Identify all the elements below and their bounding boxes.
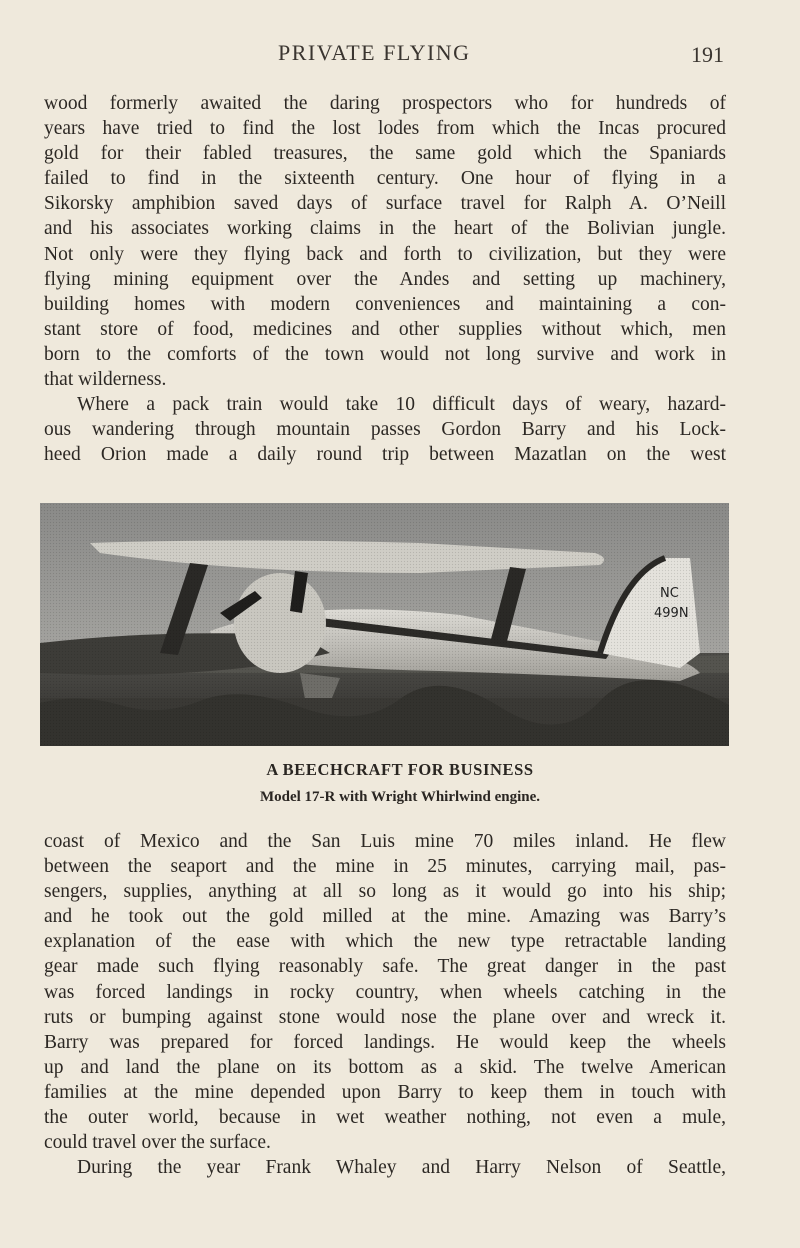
text-line: families at the mine depended upon Barry to keep them in touch with bbox=[44, 1081, 726, 1103]
running-head: PRIVATE FLYING bbox=[278, 40, 471, 65]
text-line: ous wandering through mountain passes Gordon Barry and his Lock- bbox=[44, 419, 726, 441]
text-line: between the seaport and the mine in 25 minutes, carrying mail, pas- bbox=[44, 856, 726, 878]
text-line: and his associates working claims in the heart of the Bolivian jungle. bbox=[44, 218, 726, 240]
text-line: the outer world, because in wet weather nothing, not even a mule, bbox=[44, 1107, 726, 1129]
text-line: could travel over the surface. bbox=[44, 1132, 271, 1154]
text-line: sengers, supplies, anything at all so long as it would go into his ship; bbox=[44, 881, 726, 903]
text-line: stant store of food, medicines and other supplies without which, men bbox=[44, 318, 726, 340]
text-line: born to the comforts of the town would not long survive and work in bbox=[44, 343, 726, 365]
text-line: heed Orion made a daily round trip between Mazatlan on the west bbox=[44, 444, 726, 466]
text-line: Not only were they flying back and forth to civilization, but they were bbox=[44, 243, 726, 265]
text-line: was forced landings in rocky country, when wheels catching in the bbox=[44, 981, 726, 1003]
text-line: Barry was prepared for forced landings. He would keep the wheels bbox=[44, 1031, 726, 1053]
text-line: wood formerly awaited the daring prospectors who for hundreds of bbox=[44, 93, 726, 114]
text-line: Sikorsky amphibion saved days of surface travel for Ralph A. O’Neill bbox=[44, 193, 726, 215]
text-line: flying mining equipment over the Andes and setting up machinery, bbox=[44, 268, 726, 290]
figure-caption-title: A BEECHCRAFT FOR BUSINESS bbox=[266, 760, 534, 779]
text-line: coast of Mexico and the San Luis mine 70 miles inland. He flew bbox=[44, 831, 726, 852]
text-block-top bbox=[44, 91, 726, 467]
text-line: gold for their fabled treasures, the same gold which the Spaniards bbox=[44, 143, 726, 165]
beechcraft-photo-illustration bbox=[40, 503, 729, 746]
text-line: Where a pack train would take 10 difficult days of weary, hazard- bbox=[77, 394, 726, 416]
text-line: building homes with modern conveniences and maintaining a con- bbox=[44, 293, 726, 315]
page-header bbox=[0, 40, 800, 70]
text-line: that wilderness. bbox=[44, 369, 167, 391]
text-block-bottom bbox=[44, 829, 726, 1180]
text-line: explanation of the ease with which the new type retractable landing bbox=[44, 931, 726, 953]
page-number: 191 bbox=[691, 42, 724, 67]
text-line: ruts or bumping against stone would nose the plane over and wreck it. bbox=[44, 1006, 726, 1028]
text-line: and he took out the gold milled at the mine. Amazing was Barry’s bbox=[44, 906, 726, 928]
text-line: gear made such flying reasonably safe. The great danger in the past bbox=[44, 956, 726, 978]
figure-caption-subtitle: Model 17-R with Wright Whirlwind engine. bbox=[259, 789, 541, 805]
text-line: years have tried to find the lost lodes from which the Incas procured bbox=[44, 118, 726, 140]
text-line: During the year Frank Whaley and Harry Nelson of Seattle, bbox=[77, 1157, 726, 1179]
airplane-photo bbox=[40, 503, 729, 746]
text-line: up and land the plane on its bottom as a skid. The twelve American bbox=[44, 1056, 726, 1078]
text-line: failed to find in the sixteenth century. One hour of flying in a bbox=[44, 168, 726, 190]
